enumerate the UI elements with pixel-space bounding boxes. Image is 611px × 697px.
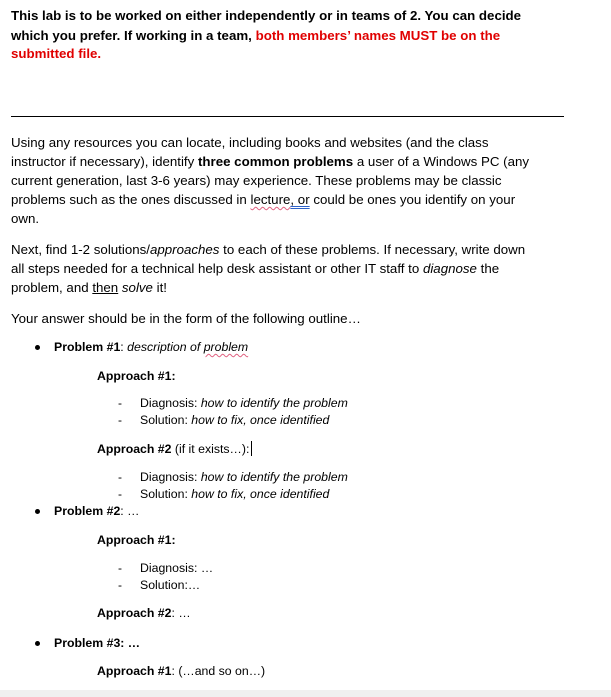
p1-a2-diagnosis: Diagnosis: how to identify the problem (140, 470, 348, 484)
bullet-problem-2 (35, 509, 40, 514)
dash-marker: - (118, 396, 122, 410)
bullet-problem-3 (35, 641, 40, 646)
dash-marker: - (118, 561, 122, 575)
p1-a2-solution: Solution: how to fix, once identified (140, 487, 330, 501)
p2-a1-solution: Solution:… (140, 578, 201, 592)
para1-line-2: instructor if necessary), identify three common problems a user of a Windows PC (any (11, 154, 530, 169)
p1-a1-diagnosis: Diagnosis: how to identify the problem (140, 396, 348, 410)
dash-marker: - (118, 487, 122, 501)
horizontal-divider (11, 116, 564, 117)
text-cursor (251, 441, 252, 456)
intro-line-3: submitted file. (11, 46, 102, 61)
dash-marker: - (118, 470, 122, 484)
para3: Your answer should be in the form of the following outline… (11, 311, 361, 326)
p3-approach-1-line: Approach #1: (…and so on…) (97, 664, 266, 678)
grammar-flag[interactable]: , or (290, 192, 310, 207)
spelling-flag-problem[interactable]: problem (203, 340, 249, 354)
required-names-note: both members’ names MUST be on the (255, 28, 501, 43)
problem-1-line: Problem #1: description of problem (54, 340, 249, 354)
intro-line-1: This lab is to be worked on either independently or in teams of 2. You can decide (11, 8, 522, 23)
dash-marker: - (118, 413, 122, 427)
dash-marker: - (118, 578, 122, 592)
bullet-problem-1 (35, 345, 40, 350)
para2-line-2: all steps needed for a technical help desk assistant or other IT staff to diagnose the (11, 261, 500, 276)
para1-line-4: problems such as the ones discussed in lecture, or could be ones you identify on your (11, 192, 516, 207)
para2-line-1: Next, find 1-2 solutions/approaches to each of these problems. If necessary, write down (11, 242, 526, 257)
para1-line-1: Using any resources you can locate, including books and websites (and the class (11, 135, 489, 150)
p2-approach-1-label: Approach #1: (97, 533, 176, 547)
spelling-flag[interactable]: lecture (250, 192, 291, 207)
para2-line-3: problem, and then solve it! (11, 280, 167, 295)
p2-approach-2-line: Approach #2: … (97, 606, 191, 620)
p2-a1-diagnosis: Diagnosis: … (140, 561, 214, 575)
p1-approach-2-line: Approach #2 (if it exists…): (97, 441, 252, 458)
intro-line-2: which you prefer. If working in a team, both members’ names MUST be on the (11, 28, 501, 43)
para1-line-5: own. (11, 211, 40, 226)
p1-approach-1-label: Approach #1: (97, 369, 176, 383)
three-problems-emphasis: three common problems (197, 154, 354, 169)
problem-3-line: Problem #3: … (54, 636, 141, 650)
para1-line-3: current generation, last 3-6 years) may experience. These problems may be classic (11, 173, 502, 188)
p1-a1-solution: Solution: how to fix, once identified (140, 413, 330, 427)
problem-2-line: Problem #2: … (54, 504, 140, 518)
page-bottom-edge (0, 690, 611, 697)
